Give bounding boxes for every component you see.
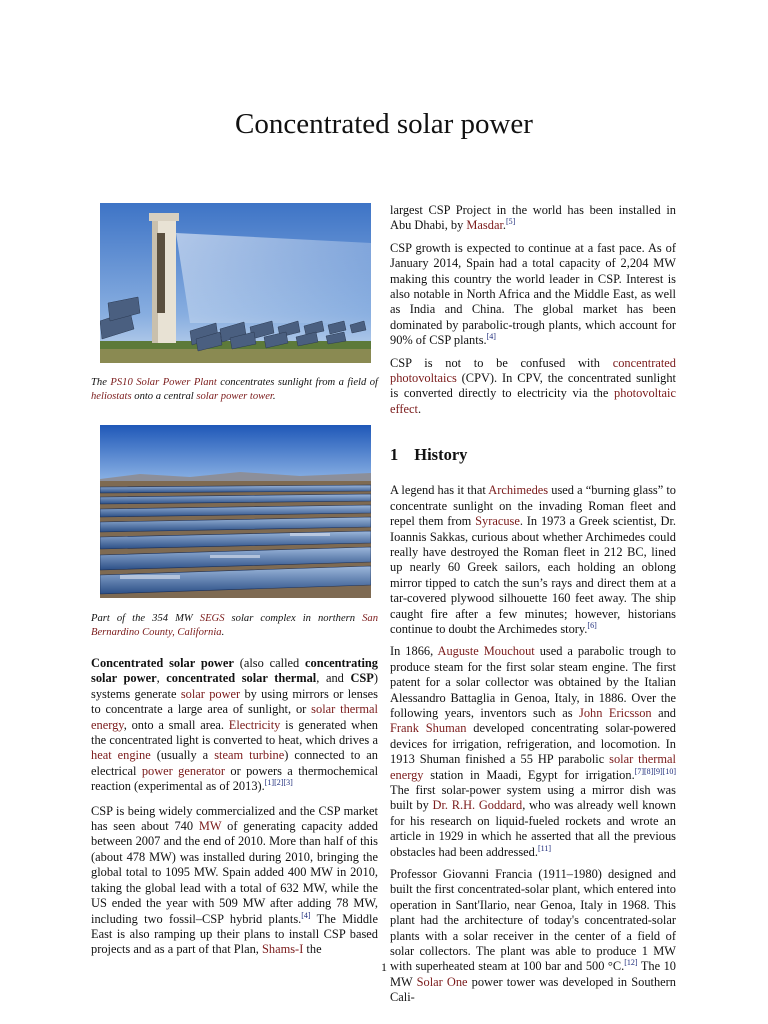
- link-goddard[interactable]: Dr. R.H. Goddard: [432, 798, 523, 813]
- link-solar-power[interactable]: solar power: [180, 686, 241, 701]
- text: (also called: [233, 656, 306, 670]
- link-san-bernardino[interactable]: San Bernardino County, California: [91, 613, 378, 638]
- link-solar-power-tower[interactable]: solar power tower: [196, 391, 273, 402]
- figure1-caption: [91, 376, 378, 404]
- link-solar-thermal-energy[interactable]: solar thermal energy: [91, 702, 378, 732]
- link-segs[interactable]: SEGS: [199, 613, 225, 624]
- citation[interactable]: [6]: [587, 620, 597, 630]
- text: , and: [316, 671, 351, 686]
- text: developed concentrating solar-powered devices for irrigation, refrigeration, and locomotion. In 1913 Shuman finished a 55 HP parabolic: [390, 721, 677, 767]
- link-archimedes[interactable]: Archimedes: [488, 483, 549, 498]
- text: , who was already well known for his research on liquid-fueled rockets and wrote an article in 1929 in which he asserted that all the previous obstacles had been addressed.: [390, 798, 676, 859]
- text: or powers a thermochemical reaction (experimental as of 2013).: [91, 763, 379, 794]
- history-paragraph-1: [390, 483, 676, 637]
- link-frank-shuman[interactable]: Frank Shuman: [390, 721, 467, 736]
- caption-text: concentrates sunlight from a field of: [216, 377, 378, 388]
- link-electricity[interactable]: Electricity: [228, 717, 281, 732]
- text: is generated when the concentrated light is converted to heat, which drives a: [91, 717, 378, 748]
- page-title: Concentrated solar power: [235, 108, 533, 140]
- term-bold: concentrated solar thermal: [166, 671, 317, 686]
- link-ps10[interactable]: PS10 Solar Power Plant: [110, 377, 217, 388]
- section-number: 1: [390, 445, 399, 465]
- text: used a “burning glass” to concentrate sunlight on the invading Roman fleet and repel them from: [390, 483, 676, 529]
- section-heading-history: [390, 445, 676, 465]
- link-masdar[interactable]: Masdar: [466, 218, 503, 233]
- link-photovoltaic-effect[interactable]: photovoltaic effect: [390, 386, 676, 416]
- text: The first solar-power system using a mirror dish was built by: [390, 783, 676, 813]
- text: station in Maadi, Egypt for irrigation.: [423, 767, 635, 782]
- text: , onto a small area.: [123, 717, 229, 732]
- link-solar-thermal-energy[interactable]: solar thermal energy: [390, 752, 676, 782]
- text: ) connected to an electrical: [91, 748, 378, 778]
- link-steam-turbine[interactable]: steam turbine: [214, 748, 285, 763]
- link-concentrated-photovoltaics[interactable]: concentrated photovoltaics: [390, 355, 676, 386]
- link-solar-one[interactable]: Solar One: [416, 974, 468, 989]
- link-heliostats[interactable]: heliostats: [91, 391, 132, 402]
- term-bold: Concentrated solar power: [91, 656, 234, 670]
- text: used a parabolic trough to produce steam for the first solar steam engine. The first patent for a solar collector was obtained by the Italian Alessandro Battaglia in Genoa, Italy, in 1886. Over the following years, inventors such as: [390, 644, 676, 720]
- history-paragraph-2: [390, 644, 676, 860]
- section-title: History: [414, 445, 468, 465]
- term-bold: CSP: [350, 671, 374, 686]
- text: .: [502, 218, 506, 233]
- text: (CPV). In CPV, the concentrated sunlight is converted directly to electricity via the: [390, 371, 676, 401]
- right-column-text: [390, 203, 676, 1013]
- citation[interactable]: [1][2][3]: [264, 778, 293, 788]
- caption-text: solar complex in northern: [224, 613, 363, 624]
- citation[interactable]: [5]: [506, 217, 516, 227]
- text: ) systems generate: [91, 671, 379, 701]
- link-power-generator[interactable]: power generator: [141, 763, 225, 778]
- citation[interactable]: [7][8][9][10]: [634, 766, 676, 776]
- caption-text: .: [221, 627, 225, 638]
- caption-text: onto a central: [131, 391, 197, 402]
- citation[interactable]: [12]: [624, 958, 638, 968]
- text: of generating capacity added between 2007 and the end of 2010. More than half of this (about 478 MW) was installed during 2010, bringing the global total to 1095 MW. Spain added 400 MW in 2010, taking the global lead with a total of 632 MW, while the US ended the year with 509 MW after adding 78 MW, including two fossil–CSP hybrid plants.: [91, 819, 378, 926]
- caption-text: The: [91, 377, 111, 388]
- link-heat-engine[interactable]: heat engine: [91, 748, 151, 763]
- text: The Middle East is also ramping up their plans to install CSP based projects and as a part of that Plan,: [91, 911, 378, 957]
- text: The 10 MW: [390, 959, 676, 989]
- page-number: 1: [381, 960, 387, 974]
- text: CSP growth is expected to continue at a fast pace. As of January 2014, Spain had a total capacity of 2,204 MW making this country the world leader in CSP. Interest is also notable in North Africa and the Middle East, as well as India and China. The global market has been dominated by parabolic-trough plants, which account for 90% of CSP plants.: [390, 240, 676, 348]
- text: Professor Giovanni Francia (1911–1980) designed and built the first concentrated-solar plant, which entered into operation in Sant'Ilario, near Genoa, Italy in 1968. This plant had the architecture of today's concentrated-solar plants with a solar receiver in the center of a field of solar collectors. The plant was able to produce 1 MW with superheated steam at 100 bar and 500 °C.: [390, 867, 676, 974]
- text: CSP is being widely commercialized and the CSP market has seen about 740: [91, 803, 378, 834]
- link-john-ericsson[interactable]: John Ericsson: [579, 705, 652, 720]
- intro-paragraph-4: [390, 241, 676, 349]
- citation[interactable]: [11]: [537, 843, 551, 853]
- text: largest CSP Project in the world has been installed in Abu Dhabi, by: [390, 203, 676, 233]
- link-syracuse[interactable]: Syracuse: [475, 514, 520, 529]
- figure-segs-photo: [100, 425, 371, 598]
- term-bold: concentrating solar power: [91, 656, 378, 686]
- link-mw[interactable]: MW: [198, 819, 222, 834]
- text: .: [417, 401, 422, 416]
- text: power tower was developed in Southern Cali-: [390, 974, 676, 1005]
- left-column-text: [91, 656, 378, 967]
- link-auguste-mouchout[interactable]: Auguste Mouchout: [437, 644, 535, 659]
- link-shams-i[interactable]: Shams-I: [262, 942, 304, 957]
- text: by using mirrors or lenses to concentrate a large area of sunlight, or: [91, 686, 378, 717]
- citation[interactable]: [4]: [301, 910, 311, 920]
- intro-paragraph-2: [91, 804, 378, 958]
- intro-paragraph-1: [91, 656, 378, 795]
- intro-paragraph-3: [390, 203, 676, 234]
- intro-paragraph-5: [390, 356, 676, 418]
- text: . In 1973 a Greek scientist, Dr. Ioannis Sakkas, curious about whether Archimedes could really have destroyed the Roman fleet in 212 BC, lined up nearly 60 Greek sailors, each holding an oblong mirror tipped to catch the sun’s rays and direct them at a tar-covered plywood silhouette 160 feet away. The ship caught fire after a few minutes; however, historians continue to doubt the Archimedes story.: [390, 514, 677, 636]
- text: and: [651, 705, 676, 720]
- text: the: [303, 942, 322, 957]
- text: ,: [156, 671, 167, 686]
- text: A legend has it that: [390, 483, 489, 498]
- text: In 1866,: [390, 644, 438, 659]
- caption-text: .: [272, 391, 276, 402]
- figure-ps10-photo: [100, 203, 371, 363]
- text: (usually a: [150, 748, 215, 763]
- citation[interactable]: [4]: [486, 332, 496, 342]
- figure2-caption: [91, 612, 378, 640]
- history-paragraph-3: [390, 867, 676, 1006]
- caption-text: Part of the 354 MW: [91, 613, 200, 624]
- text: CSP is not to be confused with: [390, 355, 613, 370]
